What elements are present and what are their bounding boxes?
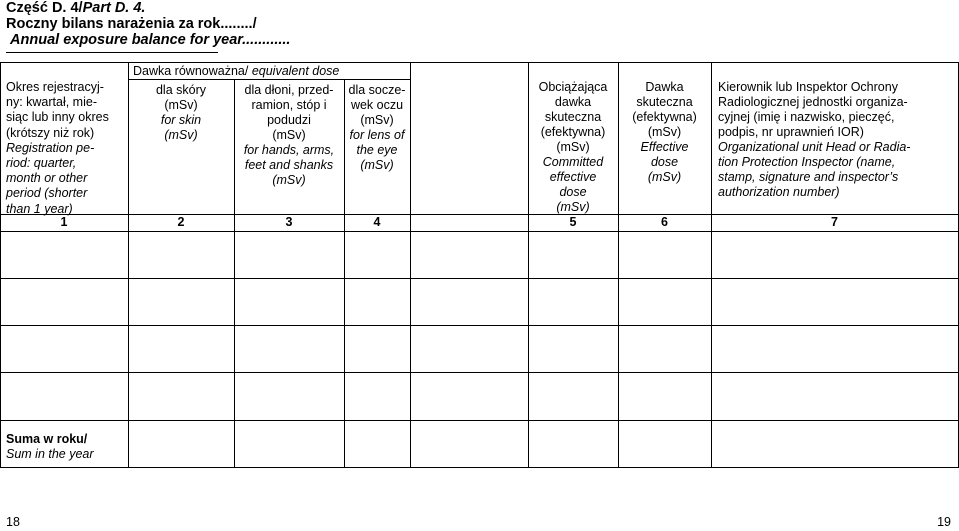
group-header-border xyxy=(128,79,410,80)
header-committed-dose: Obciążająca dawka skuteczna (efektywna) (mSv) Committed effective dose (mSv) xyxy=(538,80,608,214)
table-bottom-border xyxy=(0,467,959,468)
table-top-border xyxy=(0,62,959,63)
heading-underline xyxy=(6,52,218,53)
column-number: 7 xyxy=(831,215,838,229)
heading-title-pl: Roczny bilans narażenia za rok......../ xyxy=(6,16,257,32)
column-number: 4 xyxy=(373,215,381,229)
header-period: Okres rejestracyj- ny: kwartał, mie- siąc lub inny okres (krótszy niż rok) Registration pe- riod: quarter, month or other period (shorter than 1 year) xyxy=(6,80,109,216)
col-border xyxy=(0,62,1,467)
heading-part-en: Part D. 4. xyxy=(82,0,146,16)
column-number: 5 xyxy=(569,215,577,229)
column-number: 1 xyxy=(60,215,68,229)
sum-row-label: Suma w roku/ Sum in the year xyxy=(6,432,94,461)
column-number: 2 xyxy=(177,215,185,229)
column-number: 6 xyxy=(661,215,668,229)
col-border xyxy=(711,62,712,467)
col-border xyxy=(410,62,411,467)
group-header: Dawka równoważna/ equivalent dose xyxy=(133,64,340,78)
header-effective-dose: Dawka skuteczna (efektywna) (mSv) Effective dose (mSv) xyxy=(632,80,697,184)
header-hands: dla dłoni, przed- ramion, stóp i podudzi (mSv) for hands, arms, feet and shanks (mSv) xyxy=(243,83,335,187)
row-border xyxy=(0,325,959,326)
heading xyxy=(6,0,290,48)
header-inspector: Kierownik lub Inspektor Ochrony Radiologicznej jednostki organiza- cyjnej (imię i nazwisko, pieczęć, podpis, nr uprawnień IOR) Organizational unit Head or Radia- tion Protection Inspector (name, stamp, signature and inspector’s authorization number) xyxy=(718,80,911,199)
heading-part: Część D. 4/ xyxy=(6,0,83,16)
number-row-border xyxy=(0,231,959,232)
heading-part-line xyxy=(6,0,290,16)
row-border xyxy=(0,372,959,373)
page-number-right: 19 xyxy=(937,515,951,529)
page-number-left: 18 xyxy=(6,515,20,529)
column-number: 3 xyxy=(285,215,293,229)
header-eye-lens: dla socze- wek oczu (mSv) for lens of the eye (mSv) xyxy=(348,83,406,172)
header-skin: dla skóry (mSv) for skin (mSv) xyxy=(155,83,207,142)
heading-title-en: Annual exposure balance for year............ xyxy=(10,32,291,48)
row-border xyxy=(0,420,959,421)
row-border xyxy=(0,278,959,279)
